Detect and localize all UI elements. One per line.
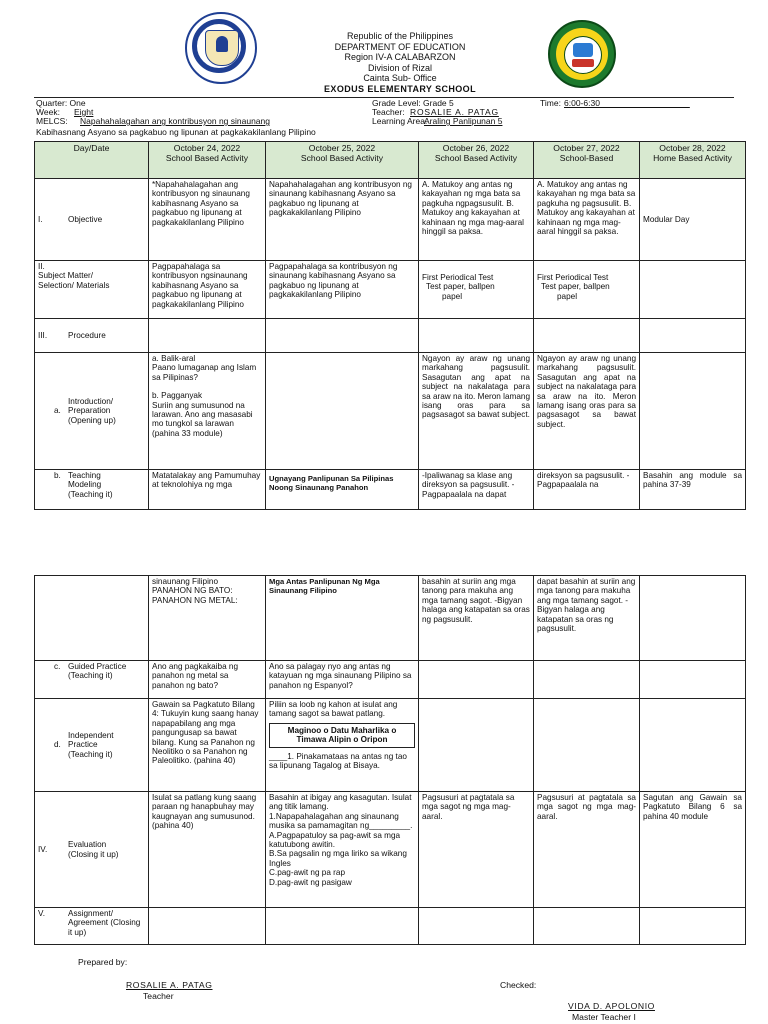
col-oct-24: October 24, 2022 School Based Activity bbox=[149, 142, 266, 179]
cell bbox=[640, 661, 746, 699]
cell: *Napahahalagahan ang kontribusyon ng sinaunang kabihasnang Asyano sa pagkabuo ng lipunang at pagkakakilanlang Pilipino bbox=[149, 179, 266, 261]
cell: Ngayon ay araw ng unang markahang pagsusulit. Sasagutan ang apat na subject na nakalataga para sa araw na ito. Meron lamang isang oras para sa pagsasagot sa bawat subject. bbox=[419, 353, 534, 470]
cell bbox=[534, 661, 640, 699]
lesson-plan-table-continued bbox=[34, 575, 746, 945]
learning-area-label: Learning Area: bbox=[372, 116, 428, 126]
table-row bbox=[35, 661, 746, 699]
cell bbox=[640, 699, 746, 792]
prepared-by-label: Prepared by: bbox=[78, 957, 128, 967]
cell bbox=[266, 319, 419, 353]
cell: Pagsusuri at pagtatala sa mga sagot ng mga mag-aaral. bbox=[534, 792, 640, 908]
teacher-value: ROSALIE A. PATAG bbox=[410, 107, 499, 117]
cell: basahin at suriin ang mga tanong para makuha ang mga tamang sagot. -Bigyan halaga ang katapatan sa oras ng pagsusulit. bbox=[419, 576, 534, 661]
checked-label: Checked: bbox=[500, 980, 537, 990]
lesson-plan-table bbox=[34, 141, 746, 510]
cell: Sagutan ang Gawain sa Pagkatuto Bilang 6 sa pahina 40 module bbox=[640, 792, 746, 908]
school-name: EXODUS ELEMENTARY SCHOOL bbox=[324, 83, 476, 94]
answer-choice-box: Maginoo o Datu Maharlika o Timawa Alipin o Oripon bbox=[269, 723, 415, 748]
cell: Basahin ang module sa pahina 37-39 bbox=[640, 470, 746, 510]
cell: -Ipaliwanag sa klase ang direksyon sa pagsusulit. - Pagpapaalala na dapat bbox=[419, 470, 534, 510]
republic-line: Republic of the Philippines bbox=[346, 31, 454, 41]
cell bbox=[149, 319, 266, 353]
cell bbox=[419, 699, 534, 792]
division-line: Division of Rizal bbox=[367, 62, 433, 73]
week-label: Week: bbox=[36, 107, 60, 117]
col-day-date: Day/Date bbox=[35, 142, 149, 179]
table-row bbox=[35, 261, 746, 319]
checked-by-title: Master Teacher I bbox=[572, 1012, 636, 1022]
cell bbox=[149, 908, 266, 945]
cell: dapat basahin at suriin ang mga tanong para makuha ang mga tamang sagot. -Bigyan halaga ang katapatan sa oras ng pagsusulit. bbox=[534, 576, 640, 661]
cell: Basahin at ibigay ang kasagutan. Isulat ang titik lamang. 1.Napapahalagahan ang sinaunang musika sa pamamagitan ng_________. A.Pagpapatuloy sa pag-awit sa mga katutubong awitin. B.Sa pagsalin ng mga liriko sa wikang Ingles C.pag-awit ng pa rap D.pag-awit ng pasigaw bbox=[266, 792, 419, 908]
prepared-by-title: Teacher bbox=[143, 991, 174, 1001]
cell: Ano ang pagkakaiba ng panahon ng metal sa panahon ng bato? bbox=[149, 661, 266, 699]
time-label: Time: bbox=[540, 98, 561, 108]
table-row bbox=[35, 353, 746, 470]
cell bbox=[640, 576, 746, 661]
cell: Piliin sa loob ng kahon at isulat ang tamang sagot sa bawat patlang. Maginoo o Datu Maharlika o Timawa Alipin o Oripon ____1. Pinakamataas na antas ng tao sa lipunang Tagalog at Bisaya. bbox=[266, 699, 419, 792]
table-row bbox=[35, 792, 746, 908]
cell bbox=[419, 661, 534, 699]
cell bbox=[640, 319, 746, 353]
cell: Mga Antas Panlipunan Ng Mga Sinaunang Filipino bbox=[266, 576, 419, 661]
row-label-subject-matter: II.Subject Matter/ Selection/ Materials bbox=[35, 261, 149, 319]
cell bbox=[640, 261, 746, 319]
school-seal-icon bbox=[548, 20, 616, 88]
col-oct-27: October 27, 2022 School-Based bbox=[534, 142, 640, 179]
quarter-text: Quarter: One bbox=[36, 98, 86, 108]
col-oct-26: October 26, 2022 School Based Activity bbox=[419, 142, 534, 179]
week-value: Eight bbox=[74, 107, 94, 117]
cell bbox=[534, 908, 640, 945]
cell: First Periodical Test Test paper, ballpen papel bbox=[419, 261, 534, 319]
cell bbox=[534, 699, 640, 792]
table-row bbox=[35, 470, 746, 510]
row-label-assignment: V. Assignment/ Agreement (Closing it up) bbox=[35, 908, 149, 945]
cell: direksyon sa pagsusulit. - Pagpapaalala na bbox=[534, 470, 640, 510]
table-row bbox=[35, 908, 746, 945]
melcs-line2: Kabihasnang Asyano sa pagkabuo ng lipunan at pagkakakilanlang Pilipino bbox=[36, 127, 316, 137]
cell bbox=[419, 908, 534, 945]
office-line: Cainta Sub- Office bbox=[363, 73, 437, 83]
cell: a. Balik-aral Paano lumaganap ang Islam sa Pilipinas? b. Pagganyak Suriin ang sumusunod na larawan. Ano ang masasabi mo tungkol sa larawan (pahina 33 module) bbox=[149, 353, 266, 470]
cell bbox=[640, 353, 746, 470]
cell: First Periodical Test Test paper, ballpen papel bbox=[534, 261, 640, 319]
cell: Matatalakay ang Pamumuhay at teknolohiya ng mga bbox=[149, 470, 266, 510]
deped-seal-icon bbox=[185, 12, 257, 84]
cell bbox=[640, 908, 746, 945]
table-header-row bbox=[35, 142, 746, 179]
cell: Gawain sa Pagkatuto Bilang 4: Tukuyin kung saang hanay napapabilang ang mga pangungusap sa bawat bilang. Kung sa Panahon ng Neolitiko o sa Panahon ng Paleolitiko. (pahina 40) bbox=[149, 699, 266, 792]
grade-level: Grade Level: Grade 5 bbox=[372, 98, 454, 108]
row-label-independent-practice: d.Independent Practice (Teaching it) bbox=[35, 699, 149, 792]
lesson-info bbox=[34, 97, 734, 142]
col-oct-28: October 28, 2022 Home Based Activity bbox=[640, 142, 746, 179]
cell bbox=[419, 319, 534, 353]
cell: Napahahalagahan ang kontribusyon ng sinaunang kabihasnang Asyano sa pagkabuo ng lipunang at pagkakakilanlang Pilipino bbox=[266, 179, 419, 261]
letterhead bbox=[260, 31, 540, 94]
cell: Pagpapahalaga sa kontribusyon ng sinaunang kabihasnang Asyano sa pagkabuo ng lipunang at pagkakakilanlang Pilipino bbox=[266, 261, 419, 319]
time-value: 6:00-6:30___________________ bbox=[564, 98, 690, 108]
region-line: Region IV-A CALABARZON bbox=[344, 52, 456, 62]
table-row bbox=[35, 576, 746, 661]
table-row bbox=[35, 319, 746, 353]
cell: A. Matukoy ang antas ng kakayahan ng mga bata sa pagkuha ng pagsusulit. B. Matukoy ang kakayahan at kahinaan ng mga mag-aaral hinggil sa paksa. bbox=[534, 179, 640, 261]
col-oct-25: October 25, 2022 School Based Activity bbox=[266, 142, 419, 179]
row-label-objective: I. Objective bbox=[35, 179, 149, 261]
row-label-guided-practice: c. Guided Practice (Teaching it) bbox=[35, 661, 149, 699]
cell: Modular Day bbox=[640, 179, 746, 261]
department-line: DEPARTMENT OF EDUCATION bbox=[334, 41, 466, 52]
row-label-procedure: III. Procedure bbox=[35, 319, 149, 353]
checked-by-name: VIDA D. APOLONIO bbox=[568, 1001, 655, 1011]
cell bbox=[266, 908, 419, 945]
cell bbox=[534, 319, 640, 353]
melcs-value: Napahahalagahan ang kontribusyon ng sinaunang bbox=[80, 116, 270, 126]
melcs-label: MELCS: bbox=[36, 116, 68, 126]
cell: Ugnayang Panlipunan Sa Pilipinas Noong Sinaunang Panahon bbox=[266, 470, 419, 510]
table-row bbox=[35, 179, 746, 261]
cell: Ngayon ay araw ng unang markahang pagsusulit. Sasagutan ang apat na subject na nakalataga para sa araw na ito. Meron lamang isang oras para sa pagsasagot sa bawat subject. bbox=[534, 353, 640, 470]
cell: A. Matukoy ang antas ng kakayahan ng mga bata sa pagkuha ngpagsusulit. B. Matukoy ang kakayahan at kahinaan ng mga mag-aaral hinggil sa paksa. bbox=[419, 179, 534, 261]
row-label-evaluation: IV.Evaluation (Closing it up) bbox=[35, 792, 149, 908]
cell: Pagsusuri at pagtatala sa mga sagot ng mga mag-aaral. bbox=[419, 792, 534, 908]
cell: Isulat sa patlang kung saang paraan ng hanapbuhay may kaugnayan ang sumusunod. (pahina 40) bbox=[149, 792, 266, 908]
cell bbox=[266, 353, 419, 470]
row-label-teaching: b. Teaching Modeling (Teaching it) bbox=[35, 470, 149, 510]
cell: Pagpapahalaga sa kontribusyon ngsinaunang kabihasnang Asyano sa pagkabuo ng lipunang at pagkakakilanlang Pilipino bbox=[149, 261, 266, 319]
cell: Ano sa palagay nyo ang antas ng katayuan ng mga sinaunang Pilipino sa panahon ng Espanyol? bbox=[266, 661, 419, 699]
teacher-label: Teacher: bbox=[372, 107, 405, 117]
cell: sinaunang Filipino PANAHON NG BATO: PANAHON NG METAL: bbox=[149, 576, 266, 661]
cell bbox=[35, 576, 149, 661]
row-label-introduction: a.Introduction/ Preparation (Opening up) bbox=[35, 353, 149, 470]
learning-area-value: Araling Panlipunan 5 bbox=[424, 116, 503, 126]
table-row bbox=[35, 699, 746, 792]
prepared-by-name: ROSALIE A. PATAG bbox=[126, 980, 213, 990]
